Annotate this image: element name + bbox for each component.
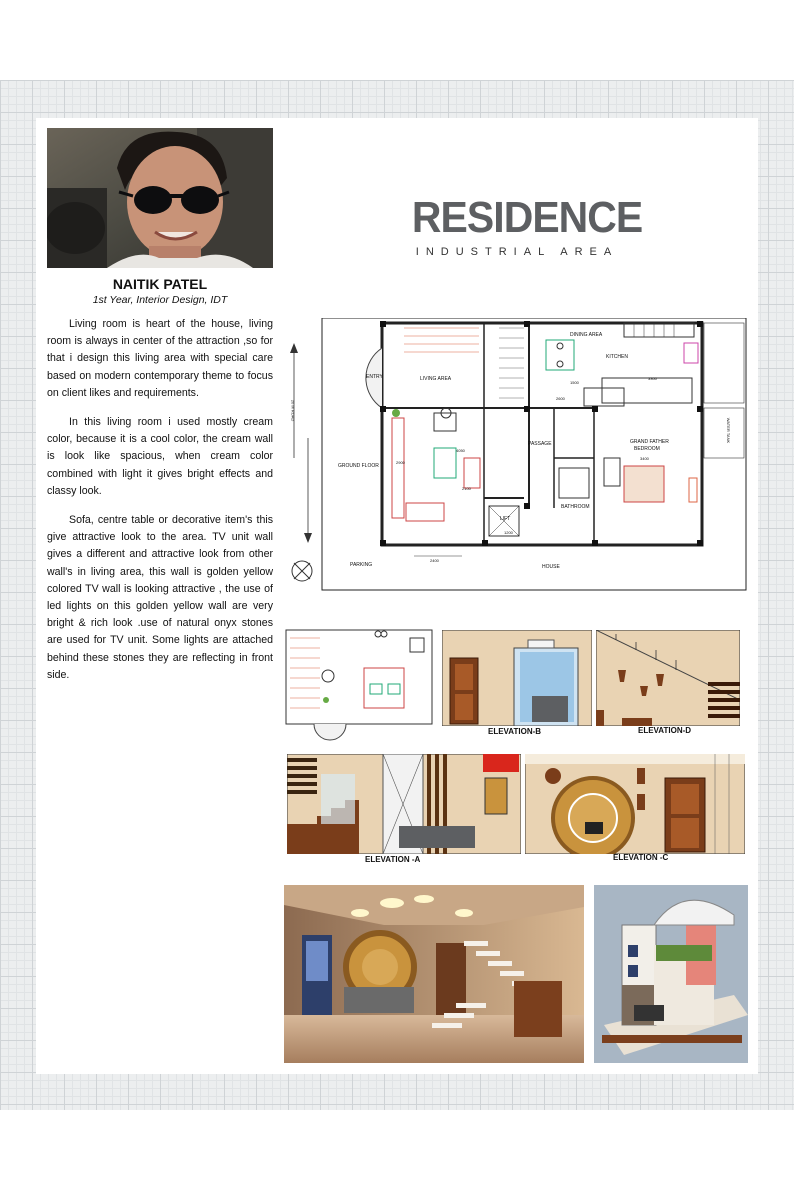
plan-dim: 3300 [648,376,657,381]
plan-label-lift: LIFT [500,516,511,522]
plan-label-ground: GROUND FLOOR [338,463,379,469]
ground-floor-plan [284,318,748,592]
description-text [47,316,273,684]
plan-label-passage: PASSAGE [528,441,552,447]
plan-label-bathroom: BATHROOM [561,504,590,510]
elevation-c-label: ELEVATION -C [613,853,669,862]
exterior-render [594,885,748,1063]
plan-label-bedroom: BEDROOM [634,446,660,452]
elevation-d [596,630,740,736]
plan-label-living: LIVING AREA [420,376,452,382]
elevation-a-label: ELEVATION -A [365,855,421,864]
paragraph: In this living room i used mostly cream color, because it is a cool color, the cream wall is look like spacious, when cream color combined with light it gives bright effects and classy look. [47,416,273,497]
project-subtitle: INDUSTRIAL AREA [415,246,619,258]
plan-label-grand: GRAND FATHER [630,439,669,445]
plan-label-entry: ENTRY [366,374,383,380]
elevation-a [287,754,521,866]
project-title: RESIDENCE [411,193,643,242]
student-role: 1st Year, Interior Design, IDT [92,294,228,306]
plan-dim: 2100 [462,486,471,491]
plan-dim: 2600 [556,396,565,401]
living-key-plan [284,628,436,746]
plan-dim: 2400 [430,558,439,563]
elevation-c [525,754,745,866]
plan-label-road: 20 M ROAD [290,399,296,422]
plan-label-house: HOUSE [542,564,560,570]
paragraph: Sofa, centre table or decorative item's this give attractive look to the area. TV unit wall gives a different and attractive look from other wall's in living area, this wall is golden yellow colored TV wall is looking attractive , the use of led lights on this golden yellow wall are very bright & rich look .use of natural onyx stones are used for TV unit. Some lights are attached behind these stones they are reflecting in front side. [47,514,273,681]
profile-photo [47,128,273,268]
student-name: NAITIK PATEL [112,276,208,292]
elevation-b-label: ELEVATION-B [488,727,542,736]
plan-label-parking: PARKING [350,562,373,568]
plan-dim: 2900 [396,460,405,465]
plan-dim: 1500 [570,380,579,385]
plan-dim: 4050 [456,448,465,453]
plan-label-dining: DINING AREA [570,332,603,338]
paragraph: Living room is heart of the house, living room is always in center of the attraction ,so for that i design this living area with special care based on modern contemporary theme to focus on client likes and requirements. [47,318,273,399]
interior-render [284,885,584,1063]
plan-dim: 3400 [640,456,649,461]
elevation-d-label: ELEVATION-D [638,726,692,735]
plan-label-kitchen: KITCHEN [606,354,628,360]
plan-label-water: WATER TANK [726,417,732,444]
elevation-b [442,630,592,738]
plan-dim: 1200 [504,530,513,535]
